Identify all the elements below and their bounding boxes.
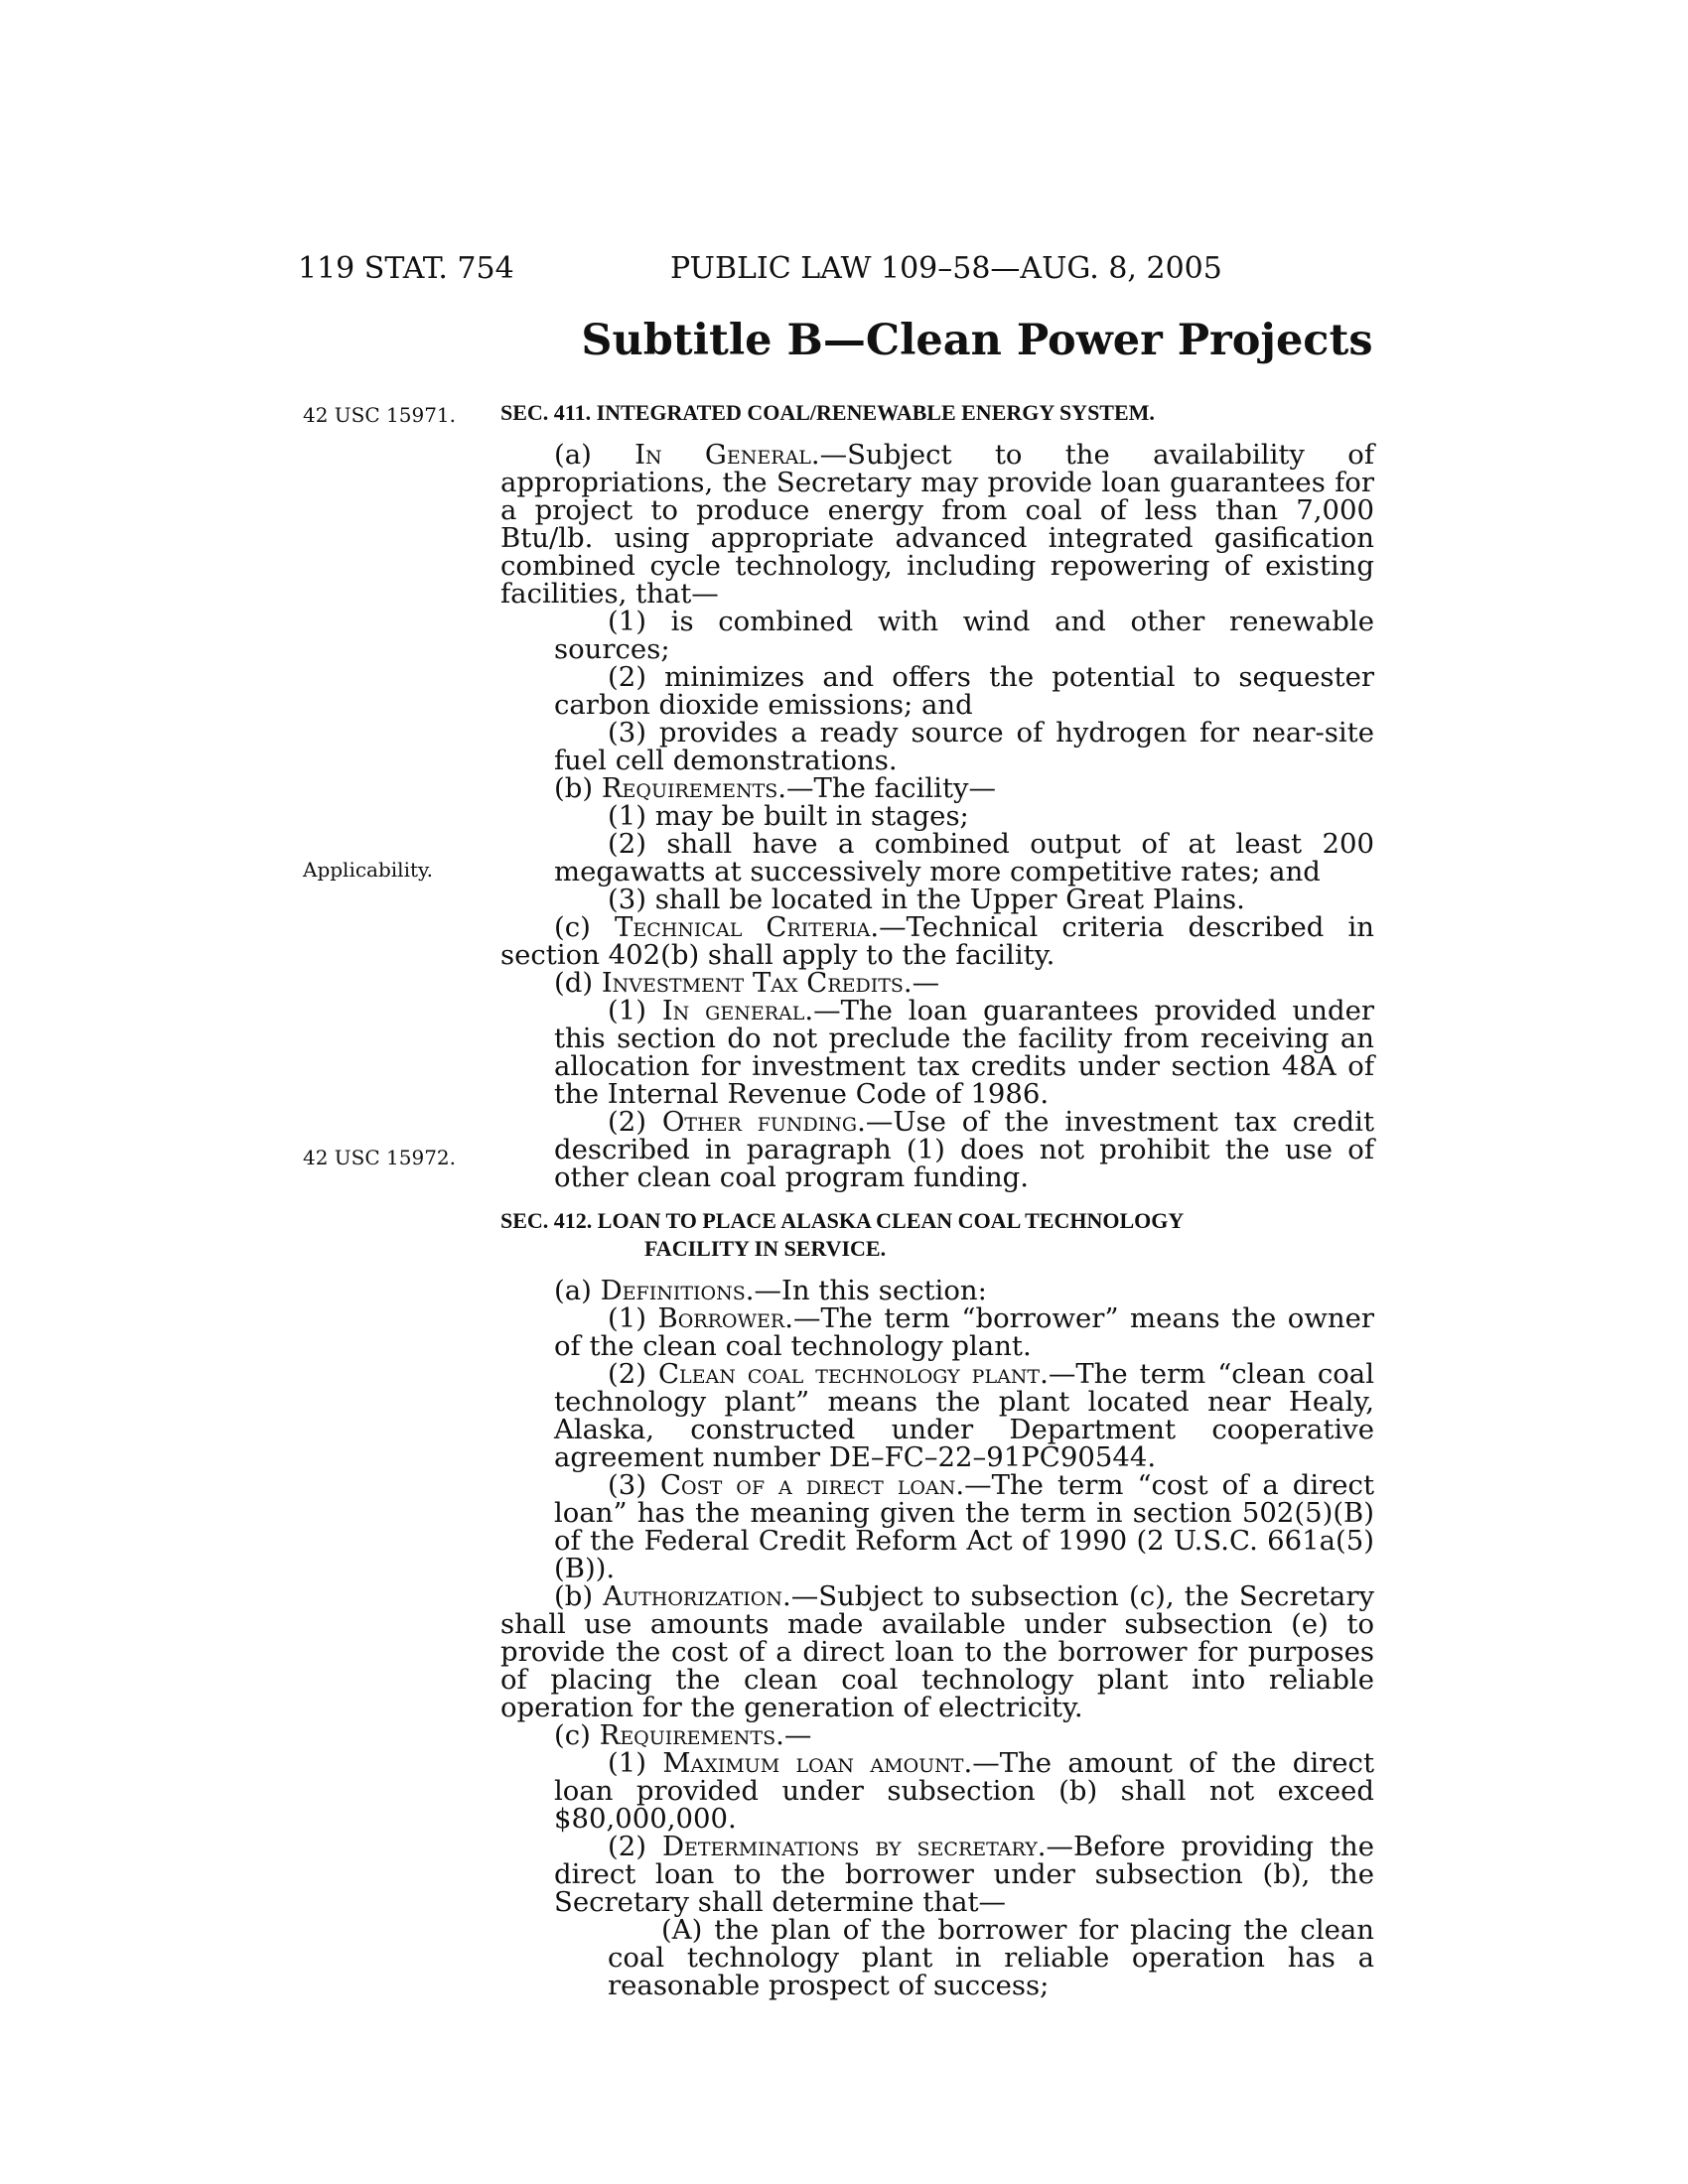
sec411-d-caption: Investment Tax Credits xyxy=(601,967,904,999)
page-stat-citation: 119 STAT. 754 xyxy=(298,251,514,286)
margin-note-usc-15971: 42 USC 15971. xyxy=(303,403,457,427)
sec412-a2-caption: Clean coal technology plant xyxy=(657,1358,1041,1390)
margin-note-applicability: Applicability. xyxy=(303,858,433,882)
sec412-a1-caption: Borrower xyxy=(657,1302,785,1334)
sec412-a-paragraph-2: (2) Clean coal technology plant.—The term “clean coal technology plant” means the plant located near Healy, Alaska, constructed under Department cooperative agreement number DE–FC–22–91PC90544. xyxy=(554,1358,1374,1473)
sec411-b-paragraph-3: (3) shall be located in the Upper Great Plains. xyxy=(608,884,1245,915)
sec411-a-paragraph-1: (1) is combined with wind and other renewable sources; xyxy=(554,606,1374,665)
sec411-d1-caption: In general xyxy=(661,995,805,1026)
sec411-a-paragraph-3: (3) provides a ready source of hydrogen for near-site fuel cell demonstrations. xyxy=(554,717,1374,776)
sec412-c-caption: Requirements xyxy=(599,1719,776,1751)
sec412-c2-caption: Determinations by secretary xyxy=(661,1831,1038,1862)
sec411-subsection-b: (b) Requirements.—The facility— xyxy=(554,772,997,804)
sec412-c1-caption: Maximum loan amount xyxy=(662,1747,964,1779)
sec412-a3-caption: Cost of a direct loan xyxy=(659,1469,956,1501)
sec411-d-paragraph-2: (2) Other funding.—Use of the investment tax credit described in paragraph (1) does not prohibit the use of other clean coal program funding. xyxy=(554,1106,1374,1193)
sec411-d-paragraph-1: (1) In general.—The loan guarantees provided under this section do not preclude the facility from receiving an allocation for investment tax credits under section 48A of the Internal Revenue Code of 1986. xyxy=(554,995,1375,1110)
sec412-c-paragraph-1: (1) Maximum loan amount.—The amount of the direct loan provided under subsection (b) shall not exceed $80,000,000. xyxy=(554,1747,1374,1835)
sec412-c-paragraph-2: (2) Determinations by secretary.—Before providing the direct loan to the borrower under subsection (b), the Secretary shall determine that— xyxy=(554,1831,1374,1918)
main-text-column xyxy=(500,399,1374,1999)
sec412-a-paragraph-3: (3) Cost of a direct loan.—The term “cost of a direct loan” has the meaning given the term in section 502(5)(B) of the Federal Credit Reform Act of 1990 (2 U.S.C. 661a(5)(B)). xyxy=(554,1469,1374,1584)
sec411-subsection-c: (c) Technical Criteria.—Technical criteria described in section 402(b) shall apply to the facility. xyxy=(500,911,1374,971)
sec411-b-paragraph-1: (1) may be built in stages; xyxy=(608,800,969,832)
section-411-heading: SEC. 411. INTEGRATED COAL/RENEWABLE ENERGY SYSTEM. xyxy=(500,400,1155,425)
sec411-b-caption: Requirements xyxy=(601,772,778,804)
subtitle-heading: Subtitle B—Clean Power Projects xyxy=(581,316,1373,365)
sec412-a-caption: Definitions xyxy=(600,1275,746,1306)
sec411-subsection-a: (a) In General.—Subject to the availability of appropriations, the Secretary may provide loan guarantees for a project to produce energy from coal of less than 7,000 Btu/lb. using appropriate advanced integrated gasification combined cycle technology, including repowering of existing facilities, that— xyxy=(500,439,1374,610)
sec411-b-paragraph-2: (2) shall have a combined output of at least 200 megawatts at successively more competitive rates; and xyxy=(554,828,1374,887)
margin-note-usc-15972: 42 USC 15972. xyxy=(303,1146,457,1169)
running-header: PUBLIC LAW 109–58—AUG. 8, 2005 xyxy=(670,251,1222,286)
sec411-d2-caption: Other funding xyxy=(661,1106,858,1138)
sec411-c-caption: Technical Criteria xyxy=(614,911,871,943)
sec412-subsection-a: (a) Definitions.—In this section: xyxy=(554,1275,987,1306)
sec412-a-paragraph-1: (1) Borrower.—The term “borrower” means the owner of the clean coal technology plant. xyxy=(554,1302,1374,1362)
sec412-subsection-b: (b) Authorization.—Subject to subsection (c), the Secretary shall use amounts made available under subsection (e) to provide the cost of a direct loan to the borrower for purposes of placing the clean coal technology plant into reliable operation for the generation of electricity. xyxy=(500,1580,1374,1723)
sec412-subsection-c: (c) Requirements.— xyxy=(554,1719,812,1751)
sec411-a-paragraph-2: (2) minimizes and offers the potential to sequester carbon dioxide emissions; and xyxy=(554,661,1374,721)
sec412-b-caption: Authorization xyxy=(603,1580,782,1612)
sec411-subsection-d: (d) Investment Tax Credits.— xyxy=(554,967,940,999)
section-412-heading: SEC. 412. LOAN TO PLACE ALASKA CLEAN COAL TECHNOLOGY FACILITY IN SERVICE. xyxy=(500,1208,1185,1261)
sec412-c2-subparagraph-A: (A) the plan of the borrower for placing the clean coal technology plant in reliable operation has a reasonable prospect of success; xyxy=(608,1914,1374,2001)
sec411-a-caption: In General xyxy=(634,439,811,471)
